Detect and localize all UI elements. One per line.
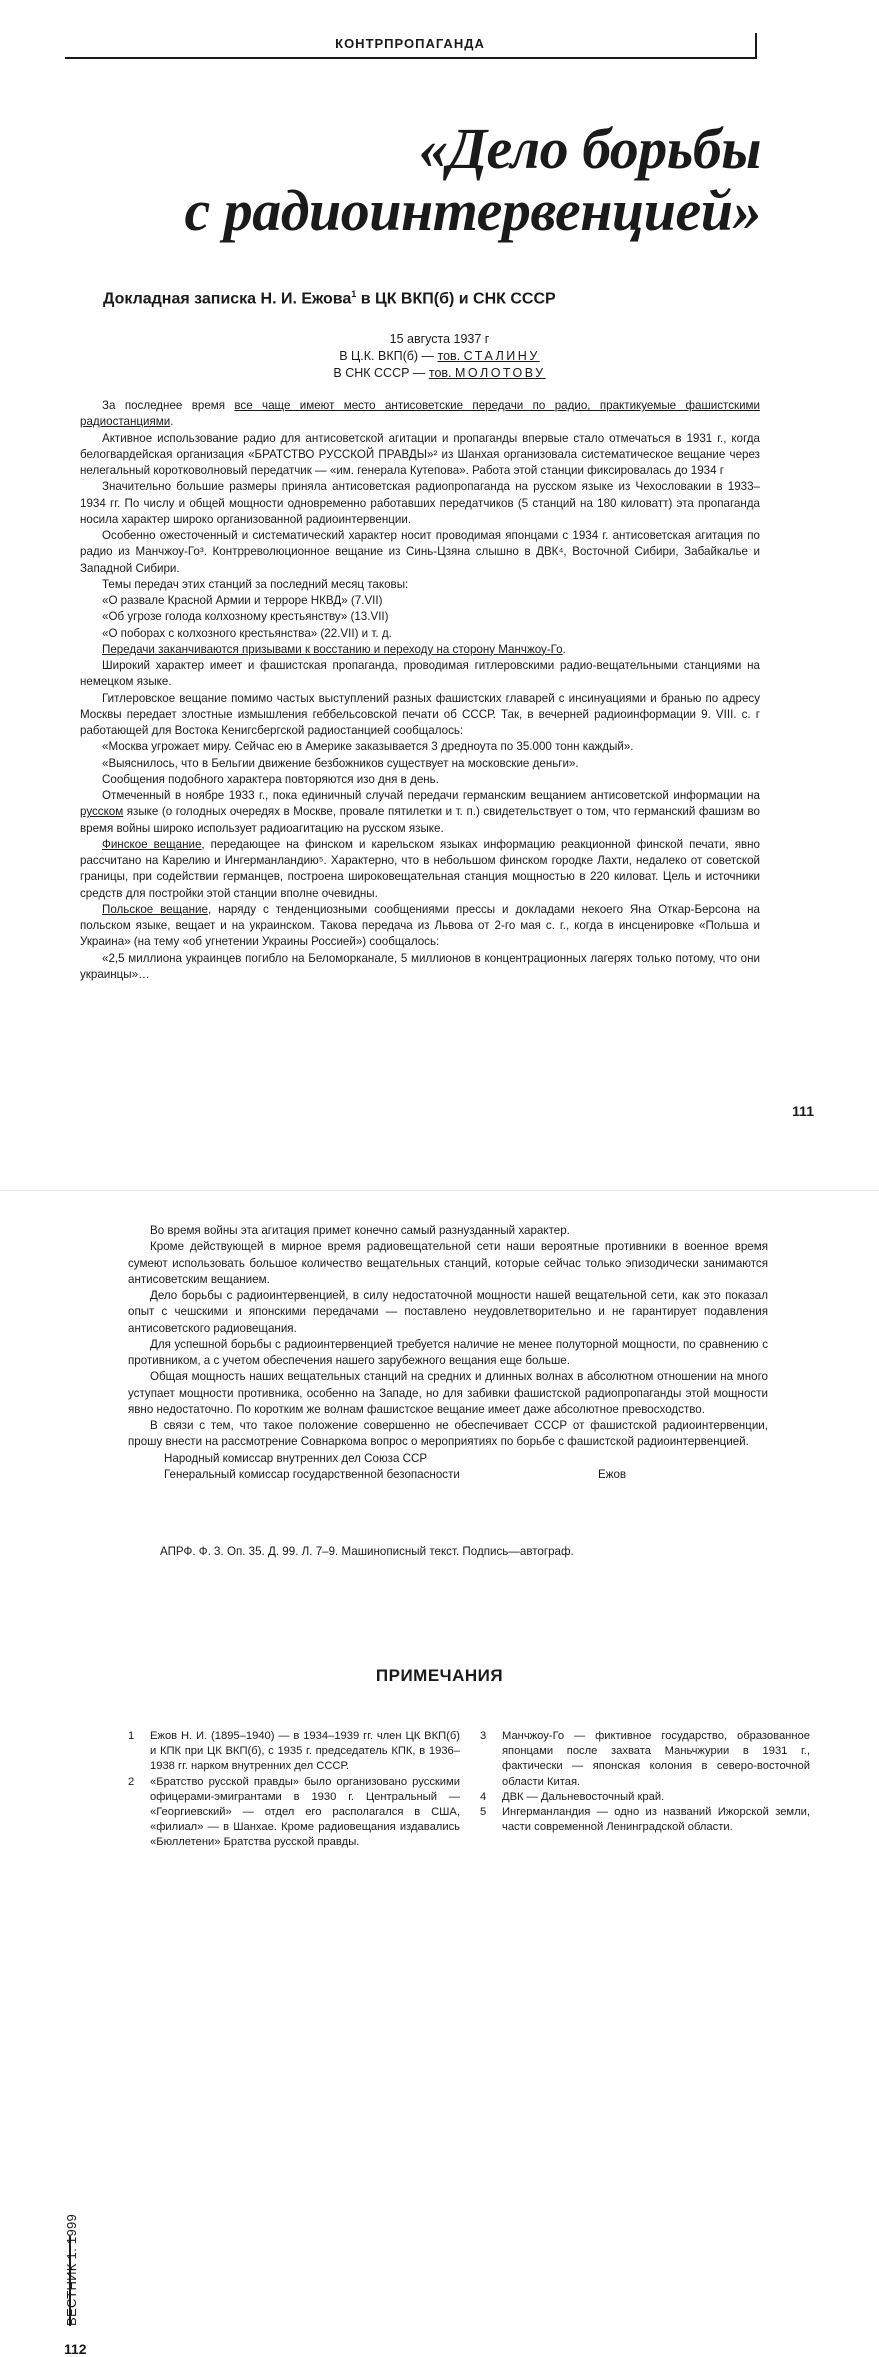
document-body-page1 bbox=[80, 398, 760, 983]
note-item: 5 Ингерманландия — одно из названий Ижорской земли, части современной Ленинградской области. bbox=[480, 1806, 810, 1834]
document-body-page2 bbox=[128, 1223, 768, 1483]
article-title-line2: с радиоинтервенцией» bbox=[184, 178, 761, 243]
paragraph: Сообщения подобного характера повторяются изо дня в день. bbox=[102, 772, 439, 786]
quote: «Выяснилось, что в Бельгии движение безбожников существует на московские деньги». bbox=[102, 756, 579, 770]
quote: «Москва угрожает миру. Сейчас ею в Америке заказывается 3 дредноута по 35.000 тонн каждый». bbox=[102, 740, 634, 754]
addressee-1-tov: тов. СТАЛИНУ bbox=[437, 349, 540, 363]
addressee-2-prefix: В СНК СССР — bbox=[333, 366, 429, 380]
note-item: 4 ДВК — Дальневосточный край. bbox=[480, 1790, 665, 1803]
signature-title-1: Народный комиссар внутренних дел Союза ССР bbox=[164, 1451, 428, 1465]
quote: «2,5 миллиона украинцев погибло на Беломорканале, 5 миллионов в концентрационных лагерях только потому, что они украинцы»… bbox=[80, 951, 760, 981]
broadcast-topic: «Об угрозе голода колхозному крестьянству» (13.VII) bbox=[102, 610, 389, 624]
paragraph: Широкий характер имеет и фашистская пропаганда, проводимая гитлеровскими радио-вещательными станциями на немецком языке. bbox=[80, 659, 760, 689]
article-title-line1: «Дело борьбы bbox=[418, 116, 761, 181]
subtitle-main: Докладная записка Н. И. Ежова bbox=[103, 290, 352, 308]
paragraph: Активное использование радио для антисоветской агитации и пропаганды впервые стало отмечаться в 1931 г., когда белогвардейская организация «БРАТСТВО РУССКОЙ ПРАВДЫ»² из Шанхая организовала систематическое вещание через нелегальный коротковолновый передатчик — «им. генерала Кутепова». Работа этой станции фиксировалась до 1934 г bbox=[80, 431, 760, 477]
addressee-1-name: СТАЛИНУ bbox=[463, 349, 540, 363]
document-date: 15 августа 1937 г bbox=[389, 332, 490, 346]
note-item: 2 «Братство русской правды» было организовано русскими офицерами-эмигрантами в 1930 г. Центральный — «Георгиевский» — отдел его располагался в США, «филиал» — в Шанхае. Кроме радиовещания издавались «Бюллетени» Братства русской правды. bbox=[128, 1775, 460, 1849]
addressee-1 bbox=[0, 348, 879, 365]
paragraph: Дело борьбы с радиоинтервенцией, в силу недостаточной мощности нашей вещательной сети, как это показал опыт с чешскими и японскими передачами — поставлено неудовлетворительно и не гарантирует подавления антисоветского радиовещания. bbox=[128, 1289, 768, 1335]
addressee-2-name: МОЛОТОВУ bbox=[455, 366, 546, 380]
page-number: 111 bbox=[792, 1103, 814, 1119]
page-112 bbox=[0, 1191, 879, 2357]
date-address-block bbox=[0, 331, 879, 382]
running-head-title: КОНТРПРОПАГАНДА bbox=[335, 36, 485, 51]
paragraph: Передачи заканчиваются призывами к восстанию и переходу на сторону Манчжоу-Го. bbox=[102, 642, 566, 656]
document-subtitle bbox=[103, 289, 556, 308]
paragraph: Польское вещание, наряду с тенденциозными сообщениями прессы и докладами некоего Яна Откар-Берсона на польском языке, вещает и на украинском. Такова передача из Львова от 2-го мая с. г., когда в инсценировке «Польша и Украина» (на тему «об угнетении Украины Россией») сообщалось: bbox=[80, 902, 760, 949]
running-head bbox=[65, 31, 755, 59]
paragraph: Особенно ожесточенный и систематический характер носит проводимая японцами с 1934 г. антисоветская агитация по радио из Манчжоу-Го³. Контрреволюционное вещание из Синь-Цзяна слышно в ДВК⁴, Восточной Сибири, Забайкалье и Западной Сибири. bbox=[80, 529, 760, 575]
broadcast-topic: «О поборах с колхозного крестьянства» (22.VII) и т. д. bbox=[102, 626, 392, 640]
paragraph: Во время войны эта агитация примет конечно самый разнузданный характер. bbox=[150, 1224, 570, 1237]
addressee-1-prefix: В Ц.К. ВКП(б) — bbox=[339, 349, 438, 363]
paragraph: За последнее время все чаще имеют место антисоветские передачи по радио, практикуемые фашистскими радиостанциями. bbox=[80, 399, 761, 429]
footnote-ref: 1 bbox=[351, 289, 357, 299]
archive-reference: АПРФ. Ф. 3. Оп. 35. Д. 99. Л. 7–9. Машинописный текст. Подпись—автограф. bbox=[160, 1545, 574, 1558]
paragraph: Для успешной борьбы с радиоинтервенцией требуется наличие не менее полуторной мощности, по сравнению с противником, а с учетом обеспечения нашего зарубежного вещания еще больше. bbox=[128, 1337, 768, 1367]
paragraph: Кроме действующей в мирное время радиовещательной сети наши вероятные противники в военное время сумеют использовать большое количество вещательных станций, которые сейчас только эпизодически занимаются антисоветским вещанием. bbox=[128, 1240, 768, 1286]
broadcast-topic: «О развале Красной Армии и терроре НКВД» (7.VII) bbox=[102, 594, 383, 607]
signature-title-2: Генеральный комиссар государственной безопасности Ежов bbox=[128, 1467, 768, 1483]
notes-column-right bbox=[480, 1729, 810, 1835]
paragraph: Общая мощность наших вещательных станций на средних и длинных волнах в абсолютном отношении на много уступает мощности противника, особенно на Западе, но для забивки фашистской радиопропаганды этой мощности явно недостаточно. По коротким же волнам фашистское вещание имеет даже абсолютное превосходство. bbox=[128, 1370, 768, 1416]
paragraph: Темы передач этих станций за последний месяц таковы: bbox=[102, 577, 409, 591]
subtitle-rest: в ЦК ВКП(б) и СНК СССР bbox=[356, 290, 556, 308]
paragraph: Значительно большие размеры приняла антисоветская радиопропаганда на русском языке из Чехословакии в 1933–1934 гг. По числу и общей мощности одновременно работавших передатчиков (5 станций на 180 киловатт) эта пропаганда носила характер широко организованной радиоинтервенции. bbox=[80, 480, 760, 526]
paragraph: Отмеченный в ноябре 1933 г., пока единичный случай передачи германским вещанием антисоветской информации на русском языке (о голодных очередях в Москве, провале пятилетки и т. п.) свидетельствует о том, что германский фашизм во время войны широко использует радиоагитацию на русском языке. bbox=[80, 789, 760, 835]
addressee-2 bbox=[0, 365, 879, 382]
paragraph: Гитлеровское вещание помимо частых выступлений разных фашистских главарей с инсинуациями и бранью по адресу Москвы передает злостные измышления геббельсовской печати об СССР. Так, в вечерней радиоинформации 9. VIII. с. г работающей для Востока Кенигсбергской радиостанцией сообщалось: bbox=[80, 691, 760, 737]
paragraph: В связи с тем, что такое положение совершенно не обеспечивает СССР от фашистской радиоинтервенции, прошу внести на рассмотрение Совнаркома вопрос о мероприятиях по борьбе с фашистской радиоинтервенцией. bbox=[128, 1419, 768, 1449]
paragraph: Финское вещание, передающее на финском и карельском языках информацию реакционной финской печати, явно рассчитано на Карелию и Ингерманландию⁵. Характерно, что в небольшом финском городке Лахти, недалеко от советской границы, при содействии германцев, построена широковещательная станция мощностью в 220 киловат. Цель и источники средств для постройки этой станции вполне очевидны. bbox=[80, 837, 760, 900]
article-title bbox=[185, 118, 762, 242]
signature-name: Ежов bbox=[598, 1467, 627, 1481]
addressee-2-tov: тов. МОЛОТОВУ bbox=[428, 366, 546, 380]
notes-heading: ПРИМЕЧАНИЯ bbox=[375, 1666, 504, 1685]
page-number: 112 bbox=[64, 2341, 87, 2357]
note-item: 3 Манчжоу-Го — фиктивное государство, образованное японцами после захвата Маньчжурии в 1931 г., фактически — японская колония в северо-восточной области Китая. bbox=[480, 1730, 810, 1788]
notes-column-left bbox=[128, 1729, 460, 1851]
note-item: 1 Ежов Н. И. (1895–1940) — в 1934–1939 гг. член ЦК ВКП(б) и КПК при ЦК ВКП(б), с 1935 г. председатель КПК, в 1936–1938 гг. нарком внутренних дел СССР. bbox=[128, 1730, 460, 1773]
running-head-tick bbox=[755, 33, 757, 59]
journal-issue-label: ВЕСТНИК 1. 1999 bbox=[64, 2213, 79, 2326]
